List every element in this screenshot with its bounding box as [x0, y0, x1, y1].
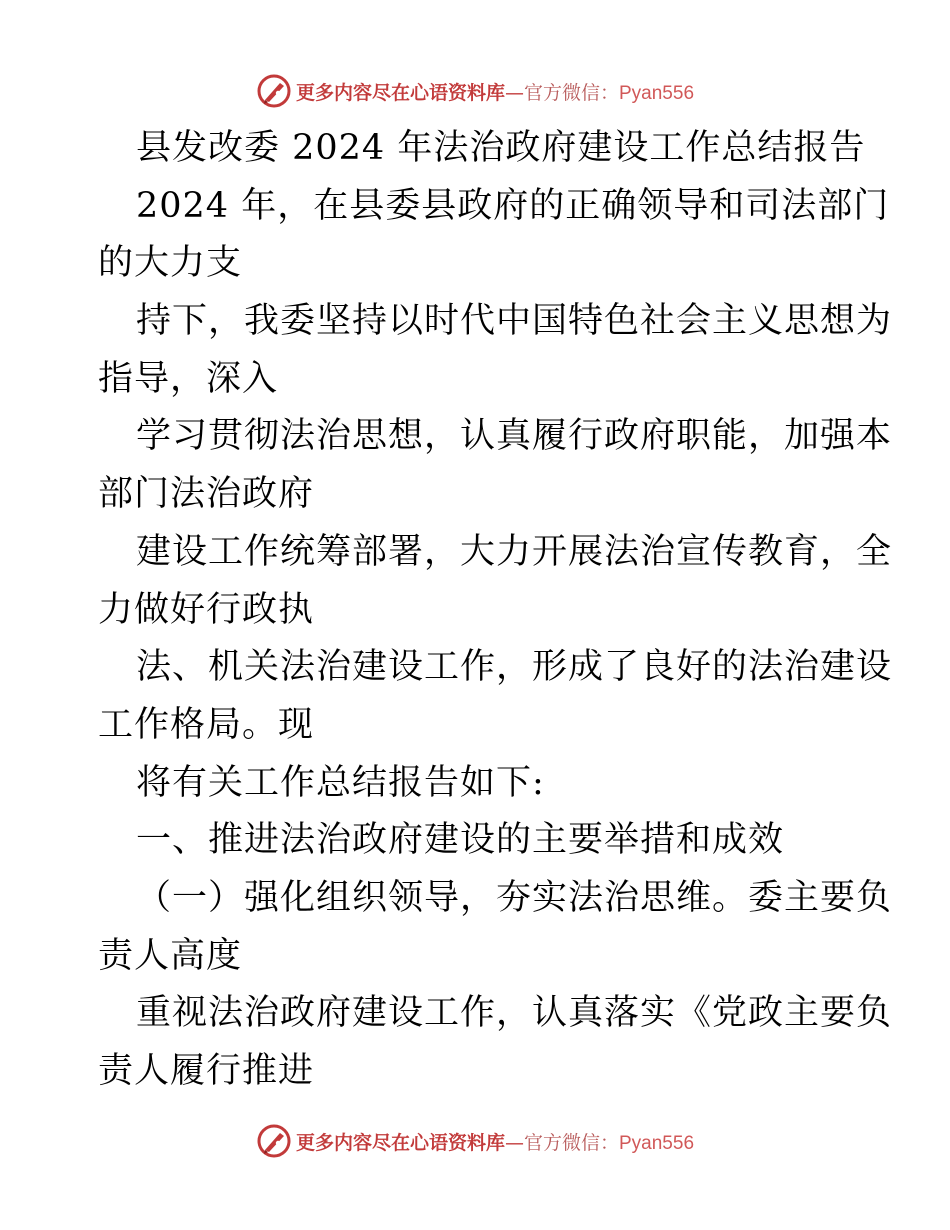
paragraph-line: 法、机关法治建设工作，形成了良好的法治建设 [136, 647, 893, 688]
paragraph-line: 责人高度 [98, 935, 243, 976]
section-heading: 一、推进法治政府建设的主要举措和成效 [136, 820, 785, 861]
paragraph-line: 力做好行政执 [98, 589, 315, 630]
paragraph-line: 指导，深入 [98, 358, 279, 399]
paragraph-line: 重视法治政府建设工作，认真落实《党政主要负 [136, 993, 893, 1034]
pen-logo-icon [256, 1123, 292, 1159]
watermark-text [296, 78, 694, 105]
paragraph-line: 部门法治政府 [98, 474, 315, 515]
paragraph-line: 工作格局。现 [98, 704, 315, 745]
paragraph-line: 持下，我委坚持以时代中国特色社会主义思想为 [136, 301, 893, 342]
header-watermark [0, 71, 950, 111]
watermark-wechat-id: Pyan556 [619, 1132, 695, 1154]
pen-logo-icon [256, 73, 292, 109]
subsection-heading: （一）强化组织领导，夯实法治思维。委主要负 [136, 877, 893, 918]
paragraph-line: 2024 年，在县委县政府的正确领导和司法部门 [136, 185, 890, 226]
document-body [98, 120, 893, 1101]
watermark-separator: — [504, 81, 524, 104]
footer-watermark [0, 1121, 950, 1161]
document-title: 县发改委 2024 年法治政府建设工作总结报告 [136, 128, 866, 168]
watermark-brand: 更多内容尽在心语资料库 [295, 1131, 505, 1154]
paragraph-line: 建设工作统筹部署，大力开展法治宣传教育，全 [136, 531, 893, 572]
paragraph-line: 责人履行推进 [98, 1051, 315, 1091]
watermark-wechat-id: Pyan556 [619, 82, 695, 104]
paragraph-line: 学习贯彻法治思想，认真履行政府职能，加强本 [136, 416, 893, 457]
paragraph-line: 的大力支 [98, 243, 243, 284]
watermark-text [296, 1128, 694, 1155]
watermark-separator: — [504, 1131, 524, 1154]
watermark-wechat-label: 官方微信： [523, 81, 619, 104]
watermark-wechat-label: 官方微信： [523, 1131, 619, 1154]
paragraph-line: 将有关工作总结报告如下: [136, 762, 545, 803]
watermark-brand: 更多内容尽在心语资料库 [295, 81, 505, 104]
